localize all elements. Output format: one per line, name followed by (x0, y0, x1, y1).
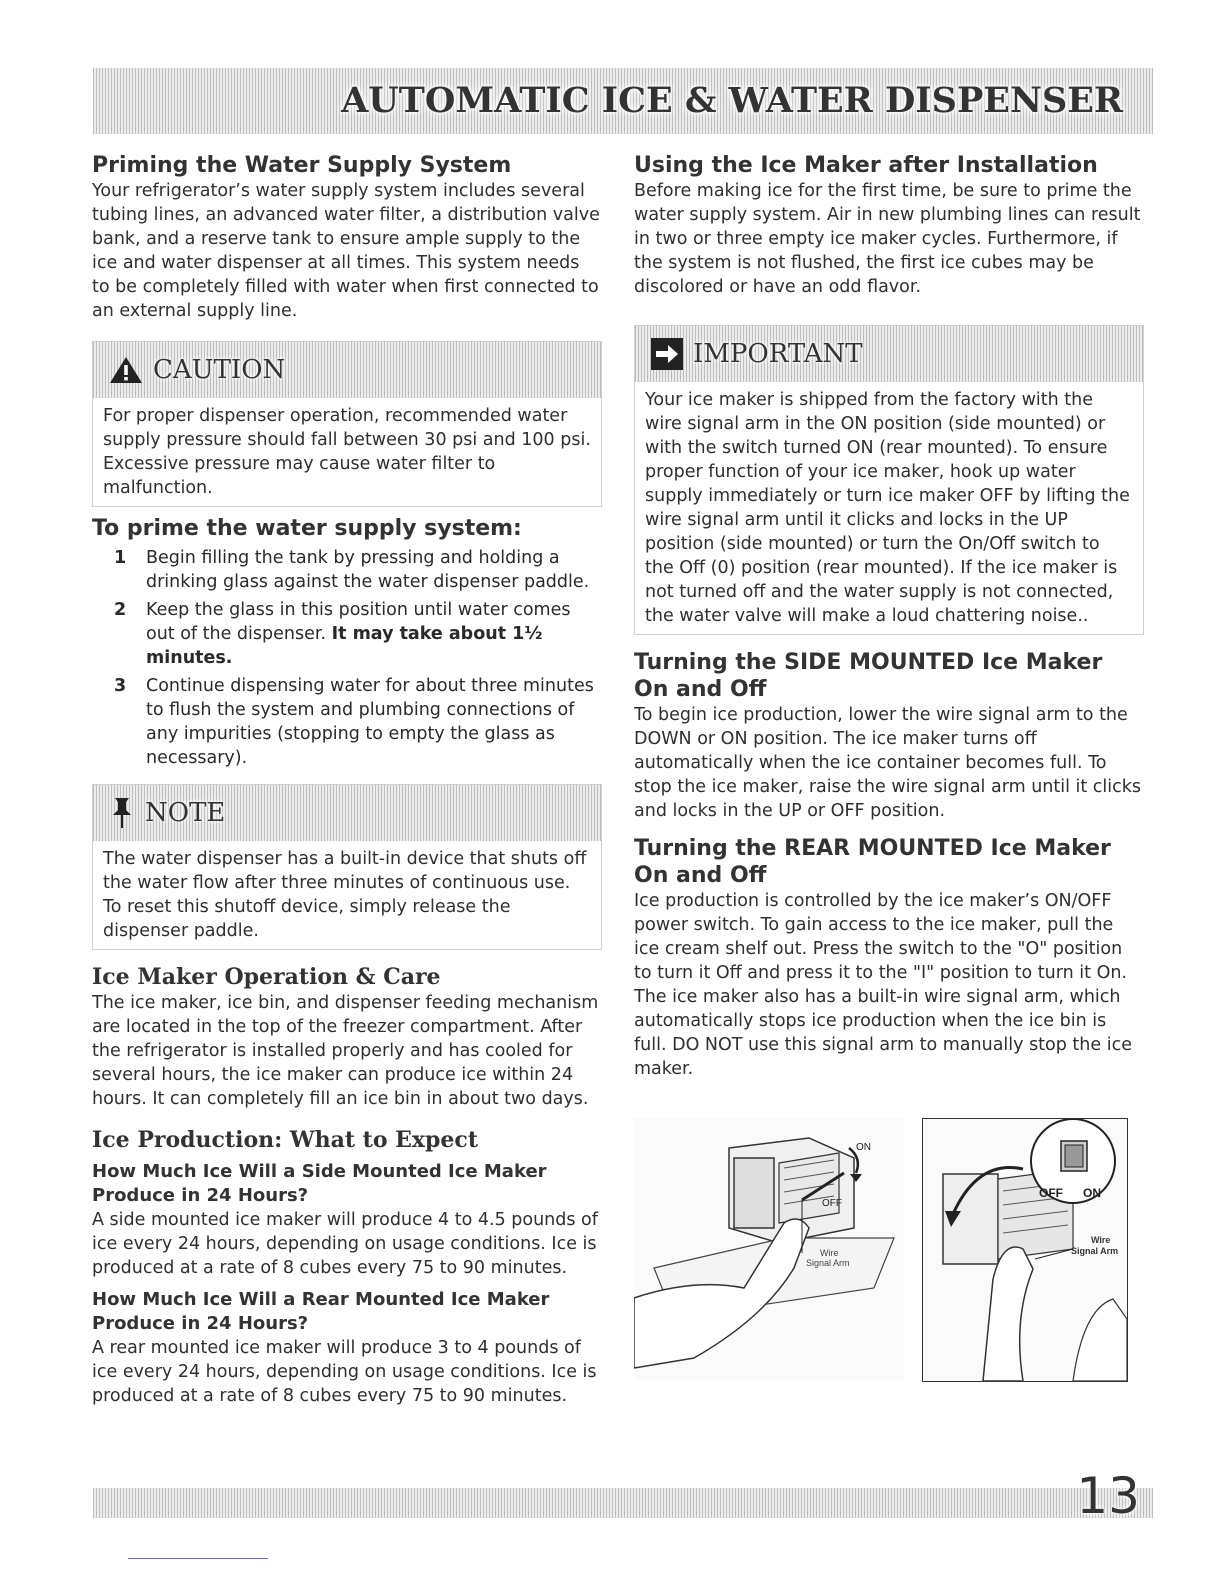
note-box (92, 784, 602, 950)
priming-text: Your refrigerator’s water supply system includes several tubing lines, an advanced water filter, a distribution valve bank, and a reserve tank to ensure ample supply to the ice and water dispenser at all times. This system needs to be completely filled with water when first connected to an external supply line. (92, 181, 600, 321)
off-label: OFF (1039, 1186, 1063, 1200)
rear-output-text: A rear mounted ice maker will produce 3 to 4 pounds of ice every 24 hours, depending on usage conditions. Ice is produced at a rate of 8 cubes every 75 to 90 minutes. (92, 1338, 597, 1406)
side-mounted-text: To begin ice production, lower the wire signal arm to the DOWN or ON position. The ice maker turns off automatically when the ice container becomes full. To stop the ice maker, raise the wire signal arm until it clicks and locks in the UP or OFF position. (634, 705, 1142, 821)
note-title: NOTE (145, 798, 226, 828)
left-column (92, 152, 602, 1408)
step-emphasis: It may take about 1½ minutes. (146, 624, 543, 668)
wire-label: Wire (1091, 1235, 1111, 1245)
step-text: Keep the glass in this position until water comes out of the dispenser. (146, 600, 571, 644)
using-text: Before making ice for the first time, be sure to prime the water supply system. Air in new plumbing lines can result in two or three empty ice maker cycles. Furthermore, if the system is not flushed, the first ice cubes may be discolored or have an odd flavor. (634, 181, 1141, 297)
side-mounted-heading: Turning the SIDE MOUNTED Ice Maker On and Off (634, 650, 1103, 702)
page-title: AUTOMATIC ICE & WATER DISPENSER (341, 80, 1123, 121)
production-heading: Ice Production: What to Expect (92, 1127, 478, 1153)
side-output-heading: How Much Ice Will a Side Mounted Ice Maker Produce in 24 Hours? (92, 1161, 547, 1206)
bottom-rule (128, 1558, 268, 1559)
step-text: Continue dispensing water for about three minutes to flush the system and plumbing connections of any impurities (stopping to empty the glass as necessary). (146, 676, 594, 768)
list-item (92, 546, 602, 594)
prime-steps-list (92, 546, 602, 770)
caution-text: For proper dispenser operation, recommended water supply pressure should fall between 30 psi and 100 psi. Excessive pressure may cause water filter to malfunction. (103, 406, 591, 498)
page-number: 13 (1076, 1467, 1140, 1525)
operation-heading: Ice Maker Operation & Care (92, 964, 441, 990)
list-item (92, 598, 602, 670)
rear-mounted-illustration (922, 1118, 1128, 1382)
pushpin-icon (109, 796, 135, 830)
note-band (93, 785, 601, 841)
using-heading: Using the Ice Maker after Installation (634, 153, 1098, 178)
caution-box (92, 341, 602, 507)
operation-text: The ice maker, ice bin, and dispenser feeding mechanism are located in the top of the freezer compartment. After the refrigerator is installed properly and has cooled for several hours, the ice maker can produce ice within 24 hours. It can completely fill an ice bin in about two days. (92, 993, 599, 1109)
on-label: ON (1083, 1186, 1101, 1200)
side-mounted-drawing (634, 1118, 904, 1380)
side-mounted-illustration (634, 1118, 904, 1380)
off-label: OFF (822, 1198, 842, 1209)
important-text: Your ice maker is shipped from the factory with the wire signal arm in the ON position (side mounted) or with the switch turned ON (rear mounted). To ensure proper function of your ice maker, hook up water supply immediately or turn ice maker OFF by lifting the wire signal arm until it clicks and locks in the UP position (side mounted) or turn the On/Off switch to the Off (0) position (rear mounted). If the ice maker is not turned off and the water supply is not connected, the water valve will make a loud chattering noise.. (645, 390, 1130, 626)
important-title: IMPORTANT (693, 339, 863, 369)
arrow-box-icon (651, 338, 683, 370)
rear-output-heading: How Much Ice Will a Rear Mounted Ice Maker Produce in 24 Hours? (92, 1289, 550, 1334)
rear-mounted-heading: Turning the REAR MOUNTED Ice Maker On and Off (634, 836, 1111, 888)
list-item (92, 674, 602, 770)
header-banner (93, 68, 1153, 134)
rear-mounted-text: Ice production is controlled by the ice maker’s ON/OFF power switch. To gain access to the ice maker, pull the ice cream shelf out. Press the switch to the "O" position to turn it Off and press it to the "I" position to turn it On. The ice maker also has a built-in wire signal arm, which automatically stops ice production when the ice bin is full. DO NOT use this signal arm to manually stop the ice maker. (634, 891, 1132, 1079)
on-label: ON (856, 1142, 871, 1153)
step-number: 1 (114, 548, 127, 568)
step-number: 3 (114, 676, 127, 696)
priming-heading: Priming the Water Supply System (92, 153, 512, 178)
warning-icon (109, 355, 143, 385)
side-output-text: A side mounted ice maker will produce 4 to 4.5 pounds of ice every 24 hours, depending on usage conditions. Ice is produced at a rate of 8 cubes every 75 to 90 minutes. (92, 1210, 598, 1278)
footer-band (93, 1488, 1153, 1518)
prime-steps-heading: To prime the water supply system: (92, 516, 522, 541)
caution-title: CAUTION (153, 355, 286, 385)
signal-arm-label: Signal Arm (1071, 1246, 1119, 1256)
signal-arm-label: Signal Arm (806, 1258, 850, 1268)
caution-band (93, 342, 601, 398)
note-text: The water dispenser has a built-in device that shuts off the water flow after three minutes of continuous use. To reset this shutoff device, simply release the dispenser paddle. (103, 849, 587, 941)
wire-label: Wire (820, 1248, 839, 1258)
important-box (634, 325, 1144, 635)
step-text: Begin filling the tank by pressing and holding a drinking glass against the water dispenser paddle. (146, 548, 590, 592)
step-number: 2 (114, 600, 127, 620)
rear-mounted-drawing (923, 1119, 1127, 1381)
important-band (635, 326, 1143, 382)
right-column (634, 152, 1144, 1081)
